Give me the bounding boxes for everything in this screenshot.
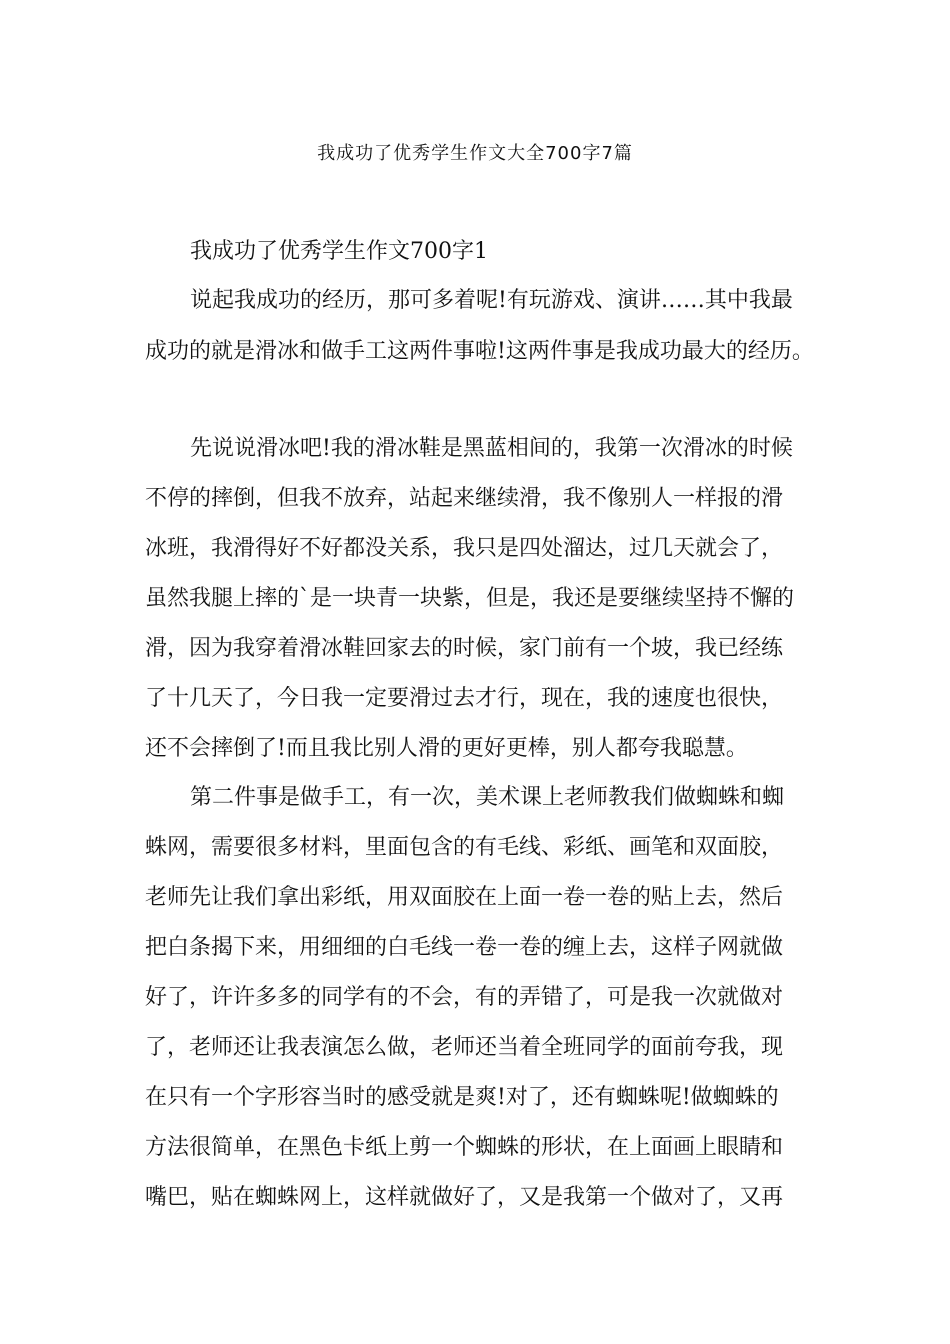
paragraph-line: 了十几天了，今日我一定要滑过去才行，现在，我的速度也很快，	[145, 686, 784, 711]
paragraph-line: 在只有一个字形容当时的感受就是爽!对了，还有蜘蛛呢!做蜘蛛的	[145, 1085, 779, 1110]
paragraph-line: 方法很简单，在黑色卡纸上剪一个蜘蛛的形状，在上面画上眼睛和	[145, 1135, 784, 1160]
paragraph-line: 还不会摔倒了!而且我比别人滑的更好更棒，别人都夸我聪慧。	[145, 736, 748, 761]
paragraph-line: 老师先让我们拿出彩纸，用双面胶在上面一卷一卷的贴上去，然后	[145, 885, 784, 910]
document-title: 我成功了优秀学生作文大全700字7篇	[317, 143, 633, 164]
paragraph-line: 冰班，我滑得好不好都没关系，我只是四处溜达，过几天就会了，	[145, 536, 784, 561]
paragraph-line: 说起我成功的经历，那可多着呢!有玩游戏、演讲……其中我最	[190, 288, 793, 313]
paragraph-line: 了，老师还让我表演怎么做，老师还当着全班同学的面前夸我，现	[145, 1035, 784, 1060]
section-heading: 我成功了优秀学生作文700字1	[190, 239, 488, 264]
paragraph-line: 第二件事是做手工，有一次，美术课上老师教我们做蜘蛛和蜘	[190, 785, 785, 810]
paragraph-line: 好了，许许多多的同学有的不会，有的弄错了，可是我一次就做对	[145, 985, 784, 1010]
paragraph-line: 成功的就是滑冰和做手工这两件事啦!这两件事是我成功最大的经历。	[145, 339, 814, 364]
paragraph-line: 嘴巴，贴在蜘蛛网上，这样就做好了，又是我第一个做对了，又再	[145, 1185, 784, 1210]
paragraph-line: 滑，因为我穿着滑冰鞋回家去的时候，家门前有一个坡，我已经练	[145, 636, 784, 661]
paragraph-line: 虽然我腿上摔的`是一块青一块紫，但是，我还是要继续坚持不懈的	[145, 586, 795, 611]
paragraph-line: 先说说滑冰吧!我的滑冰鞋是黑蓝相间的，我第一次滑冰的时候	[190, 436, 793, 461]
paragraph-line: 不停的摔倒，但我不放弃，站起来继续滑，我不像别人一样报的滑	[145, 486, 784, 511]
paragraph-line: 把白条揭下来，用细细的白毛线一卷一卷的缠上去，这样子网就做	[145, 935, 784, 960]
paragraph-line: 蛛网，需要很多材料，里面包含的有毛线、彩纸、画笔和双面胶，	[145, 835, 784, 860]
